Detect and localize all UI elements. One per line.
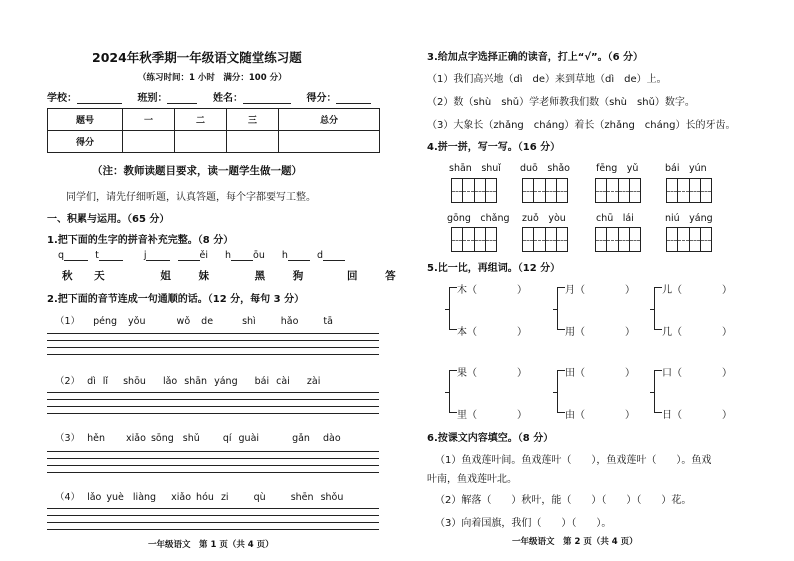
class-field[interactable] [167,94,197,104]
syllable: liàng [132,492,157,503]
compare-word[interactable]: 木（ ） [457,285,527,296]
writing-grid[interactable] [451,227,497,252]
writing-lines[interactable] [47,392,379,422]
syllable-row [55,373,320,387]
writing-grid[interactable] [595,227,641,252]
score-table [47,108,380,153]
compare-word[interactable]: 用（ ） [565,327,635,338]
brace-bracket [449,287,457,330]
item-number: （2） [55,376,81,387]
question-4-title: 4.拼一拼，写一写。（16 分） [427,142,561,153]
school-label: 学校： [47,93,77,104]
pinyin-part: ěi [199,250,208,261]
syllable: guài [238,433,260,444]
syllable: shǔ [182,433,200,444]
page-footer: 一年级语文 第 2 页（共 4 页） [512,537,638,547]
question-3-line[interactable]: （3）大象长（zhǎng cháng）着长（zhǎng cháng）长的牙齿。 [427,120,736,131]
class-label: 班别： [137,93,168,104]
syllable: lǎo [162,376,178,387]
brace-bracket [557,370,565,413]
info-row [47,89,371,104]
syllable: gǎn [292,433,310,444]
pinyin-blank[interactable] [178,251,200,261]
compare-word[interactable]: 里（ ） [457,410,527,421]
character: 黑 [254,270,266,282]
score-label: 得分： [306,93,337,104]
pinyin-part: ōu [253,250,265,261]
syllable: yuè [106,492,124,503]
exam-info: （练习时间：1 小时 满分：100 分） [138,73,287,83]
brace-bracket [557,287,565,330]
syllable: cài [276,376,290,387]
syllable-row [55,430,341,444]
teacher-note: （注：教师读题目要求，读一题学生做一题） [92,165,302,177]
school-field[interactable] [77,94,122,104]
pinyin-part: h [281,250,288,261]
pinyin-part: t [95,250,99,261]
pinyin-label: zuǒ yòu [522,213,566,224]
score-table-header-row [48,109,380,131]
pinyin-label: niú yáng [665,213,713,224]
syllable: lǐ [102,376,109,387]
pinyin-label: duō shǎo [520,163,570,174]
row-label-cell: 得分 [48,131,123,153]
pinyin-blank[interactable] [231,251,253,261]
question-6-title: 6.按课文内容填空。（8 分） [427,433,554,444]
syllable: shì [242,316,256,327]
syllable: hǎo [280,316,299,327]
syllable: hěn [87,433,105,444]
writing-grid[interactable] [595,178,641,203]
header-cell: 三 [227,109,279,131]
compare-word[interactable]: 口（ ） [662,368,732,379]
syllable: qù [253,492,266,503]
pinyin-label: bái yún [665,163,707,174]
score-cell[interactable] [227,131,279,153]
character: 答 [385,270,396,282]
score-cell[interactable] [175,131,227,153]
character-row [62,268,396,283]
compare-word[interactable]: 月（ ） [565,285,635,296]
syllable: zài [306,376,321,387]
character: 秋 [62,270,73,282]
compare-word[interactable]: 儿（ ） [662,285,732,296]
pinyin-blank[interactable] [323,251,345,261]
name-label: 姓名： [212,93,243,104]
right-page [397,0,794,561]
syllable: yáng [214,376,238,387]
question-5-title: 5.比一比，再组词。（12 分） [427,263,561,274]
page-title: 2024年秋季期一年级语文随堂练习题 [92,50,302,65]
writing-grid[interactable] [666,178,712,203]
pinyin-part: h [225,250,232,261]
character: 回 [346,270,358,282]
score-cell[interactable] [123,131,175,153]
pinyin-part: d [316,250,324,261]
brace-bracket [654,370,662,413]
item-number: （4） [55,492,81,503]
writing-lines[interactable] [47,508,379,538]
syllable: de [201,316,214,327]
pinyin-blank[interactable] [64,251,88,261]
score-cell[interactable] [279,131,380,153]
syllable: dì [87,376,96,387]
writing-grid[interactable] [666,227,712,252]
compare-word[interactable]: 果（ ） [457,368,527,379]
writing-lines[interactable] [47,451,379,481]
question-3-line[interactable]: （1）我们高兴地（dì de）来到草地（dì de）上。 [427,74,667,85]
pinyin-blank-row [58,250,345,261]
pinyin-part: q [58,250,65,261]
pinyin-label: gōng chǎng [447,213,510,224]
character: 天 [94,270,105,282]
syllable-row [55,489,343,503]
writing-grid[interactable] [522,227,568,252]
question-6-line[interactable]: （2）解落（ ）秋叶，能（ ）（ ）（ ）花。 [435,495,692,506]
brace-bracket [449,370,457,413]
syllable: shēn [290,492,314,503]
syllable: tā [323,316,333,327]
question-6-line[interactable]: （3）向着国旗，我们（ ）（ ）。 [435,518,612,529]
syllable: xiǎo [126,433,146,444]
question-2-title: 2.把下面的音节连成一句通顺的话。（12 分，每句 3 分） [47,294,305,305]
header-cell: 总分 [279,109,380,131]
question-6-line[interactable]: 叶南，鱼戏莲叶北。 [427,474,517,485]
name-field[interactable] [243,94,291,104]
character: 妹 [198,270,209,282]
syllable: xiǎo [171,492,192,503]
compare-word[interactable]: 田（ ） [565,368,635,379]
question-3-title: 3.给加点字选择正确的读音，打上“√”。（6 分） [427,52,644,63]
syllable-row [55,313,333,327]
score-table-row [48,131,380,153]
syllable: sōng [150,433,174,444]
syllable: shōu [123,376,146,387]
page-footer: 一年级语文 第 1 页（共 4 页） [148,540,274,550]
syllable: dào [322,433,341,444]
compare-word[interactable]: 本（ ） [457,327,527,338]
item-number: （1） [55,316,81,327]
header-cell: 题号 [48,109,123,131]
question-6-line[interactable]: （1）鱼戏莲叶间。鱼戏莲叶（ ），鱼戏莲叶（ ）。鱼戏 [435,455,712,466]
pinyin-label: fēng yǔ [596,163,639,174]
character: 狗 [292,270,304,282]
compare-word[interactable]: 几（ ） [662,327,732,338]
pinyin-blank[interactable] [288,251,310,261]
character: 姐 [160,270,171,282]
syllable: shǒu [320,492,344,503]
brace-bracket [654,287,662,330]
syllable: péng [93,316,118,327]
writing-grid[interactable] [522,178,568,203]
syllable: lǎo [87,492,102,503]
syllable: wǒ [176,316,191,327]
pinyin-label: shān shuǐ [449,163,501,174]
syllable: qí [222,433,232,444]
syllable: yǒu [128,316,146,327]
header-cell: 二 [175,109,227,131]
writing-lines[interactable] [47,333,379,363]
pinyin-blank[interactable] [99,251,123,261]
pinyin-label: chū lái [596,213,634,224]
question-1-title: 1.把下面的生字的拼音补充完整。（8 分） [47,235,234,246]
question-3-line[interactable]: （2）数（shù shǔ）学老师教我们数（shù shǔ）数字。 [427,97,695,108]
pinyin-blank[interactable] [143,250,170,261]
syllable: shān [184,376,208,387]
section-heading: 一、积累与运用。（65 分） [47,214,170,225]
intro-text: 同学们，请先仔细听题，认真答题，每个字都要写工整。 [66,192,316,203]
score-field[interactable] [336,94,371,104]
compare-word[interactable]: 由（ ） [565,410,635,421]
syllable: hóu [196,492,214,503]
syllable: bái [254,376,270,387]
item-number: （3） [55,433,81,444]
compare-word[interactable]: 日（ ） [662,410,732,421]
header-cell: 一 [123,109,175,131]
writing-grid[interactable] [451,178,497,203]
pinyin-part: j [143,250,147,261]
syllable: zi [220,492,229,503]
